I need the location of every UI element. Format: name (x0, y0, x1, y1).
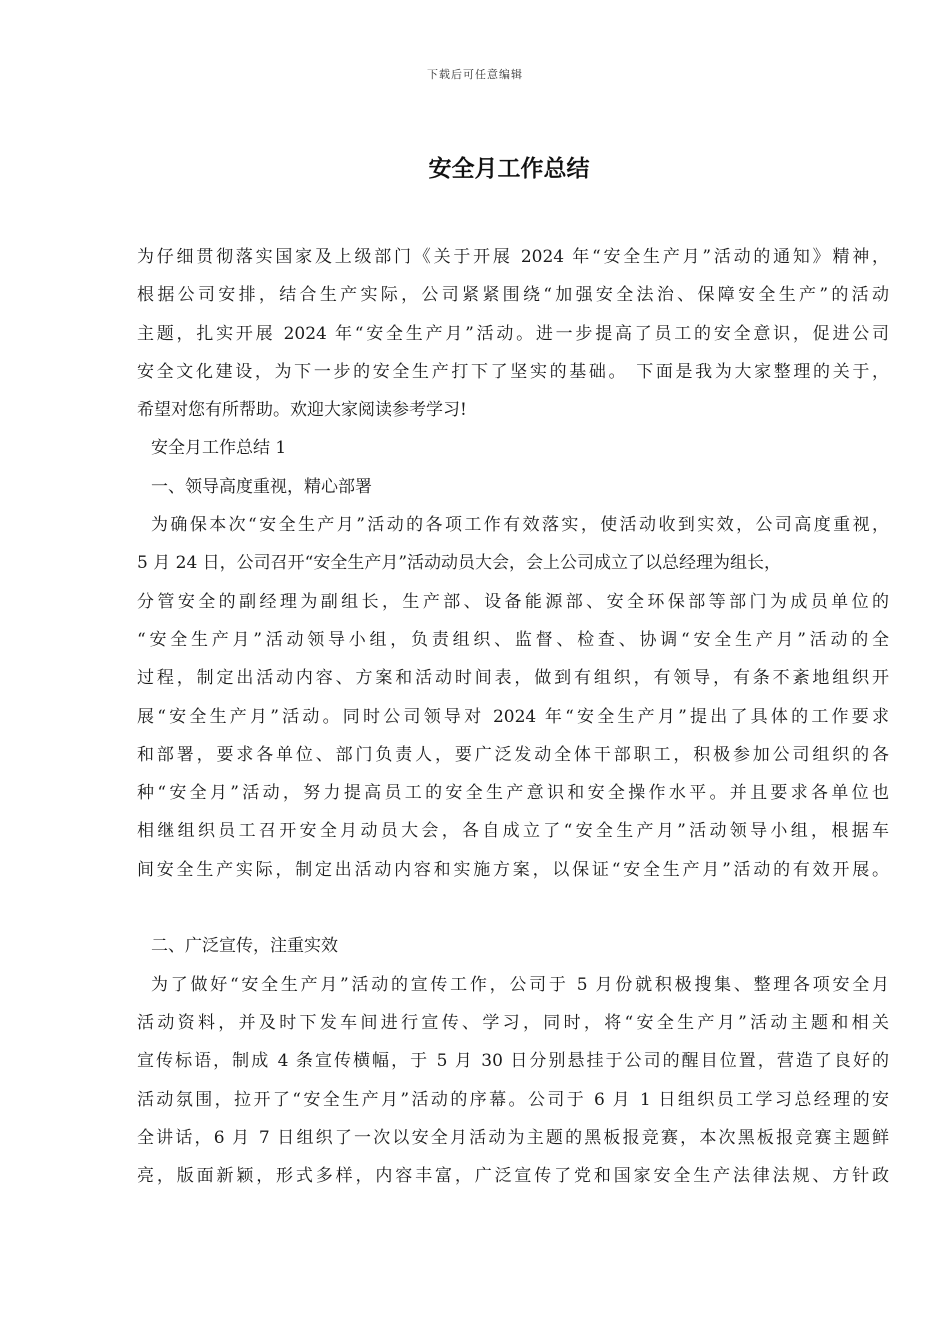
text-line: 活动资料，并及时下发车间进行宣传、学习，同时，将“安全生产月”活动主题和相关 (137, 1012, 889, 1033)
text-line: 相继组织员工召开安全月动员大会，各自成立了“安全生产月”活动领导小组，根据车 (137, 821, 889, 842)
text-line: 安全文化建设，为下一步的安全生产打下了坚实的基础。 下面是我为大家整理的关于， (137, 361, 889, 382)
text-line: 为确保本次“安全生产月”活动的各项工作有效落实，使活动收到实效，公司高度重视， (151, 515, 889, 536)
text-line: 为仔细贯彻落实国家及上级部门《关于开展 2024 年“安全生产月”活动的通知》精神， (137, 247, 889, 267)
text-line: 根据公司安排，结合生产实际，公司紧紧围绕“加强安全法治、保障安全生产”的活动 (137, 285, 889, 306)
text-line: 分管安全的副经理为副组长，生产部、设备能源部、安全环保部等部门为成员单位的 (137, 591, 889, 612)
text-line: 主题，扎实开展 2024 年“安全生产月”活动。进一步提高了员工的安全意识，促进公司 (137, 323, 889, 344)
text-line: 种“安全月”活动，努力提高员工的安全生产意识和安全操作水平。并且要求各单位也 (137, 783, 889, 804)
body-text (137, 238, 889, 1195)
text-line: 二、广泛宣传，注重实效 (151, 936, 338, 957)
text-line: 一、领导高度重视，精心部署 (151, 476, 372, 497)
text-line: 全讲话，6 月 7 日组织了一次以安全月活动为主题的黑板报竞赛，本次黑板报竞赛主题鲜 (137, 1127, 889, 1148)
text-line: 希望对您有所帮助。欢迎大家阅读参考学习! (137, 400, 467, 421)
text-line: 间安全生产实际，制定出活动内容和实施方案，以保证“安全生产月”活动的有效开展。 (137, 859, 889, 880)
text-line: 宣传标语，制成 4 条宣传横幅，于 5 月 30 日分别悬挂于公司的醒目位置，营造了良好的 (137, 1051, 889, 1072)
text-line: 5 月 24 日，公司召开“安全生产月”活动动员大会，会上公司成立了以总经理为组长， (137, 553, 782, 574)
text-line: 展“安全生产月”活动。同时公司领导对 2024 年“安全生产月”提出了具体的工作要求 (137, 706, 889, 727)
paragraph-gap (137, 889, 889, 927)
text-line: 过程，制定出活动内容、方案和活动时间表，做到有组织，有领导，有条不紊地组织开 (137, 668, 889, 689)
text-line: 亮，版面新颖，形式多样，内容丰富，广泛宣传了党和国家安全生产法律法规、方针政 (137, 1166, 889, 1187)
text-line: 安全月工作总结 1 (151, 438, 287, 459)
text-line: “安全生产月”活动领导小组，负责组织、监督、检查、协调“安全生产月”活动的全 (137, 629, 889, 650)
text-line: 为了做好“安全生产月”活动的宣传工作，公司于 5 月份就积极搜集、整理各项安全月 (151, 974, 889, 995)
document-title: 安全月工作总结 (428, 156, 590, 182)
header-note: 下载后可任意编辑 (427, 68, 523, 81)
text-line: 和部署，要求各单位、部门负责人，要广泛发动全体干部职工，积极参加公司组织的各 (137, 744, 889, 765)
text-line: 活动氛围，拉开了“安全生产月”活动的序幕。公司于 6 月 1 日组织员工学习总经理的安 (137, 1089, 889, 1110)
